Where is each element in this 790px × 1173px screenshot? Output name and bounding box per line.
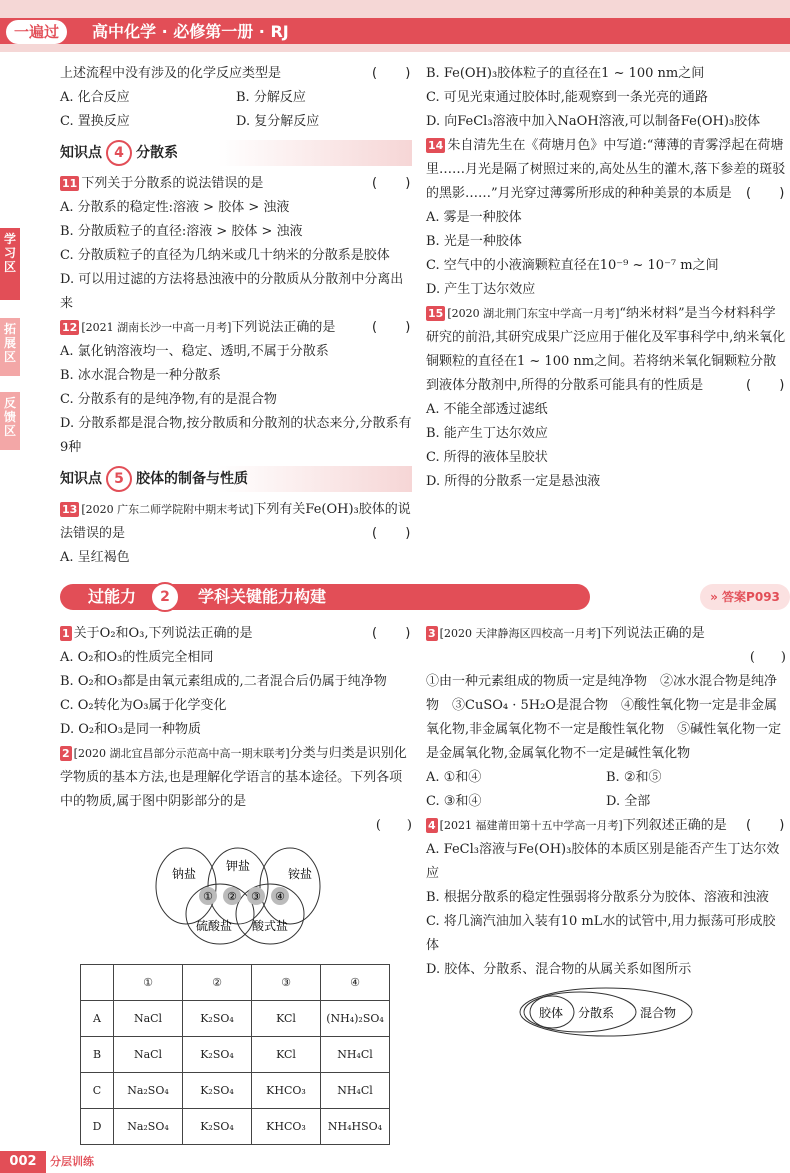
question-13-continued [426, 62, 786, 134]
side-tab-study[interactable]: 学习区 [0, 228, 20, 300]
option: C. 可见光束通过胶体时,能观察到一条光亮的通路 [426, 90, 708, 105]
question-2 [60, 742, 412, 838]
answer-paren: ( ) [744, 378, 786, 393]
table-cell: K₂SO₄ [183, 1109, 252, 1145]
table-cell: Na₂SO₄ [114, 1109, 183, 1145]
question-number: 13 [62, 503, 78, 516]
question-14 [426, 134, 786, 302]
knowledge-point-4 [60, 140, 412, 166]
option: C. 空气中的小液滴颗粒直径在10⁻⁹ ~ 10⁻⁷ m之间 [426, 258, 719, 273]
kp-number: 5 [106, 466, 132, 492]
venn-mark: ② [227, 890, 237, 903]
question-number: 2 [62, 747, 70, 760]
venn-label: 钾盐 [226, 859, 251, 873]
option: A. 分散系的稳定性:溶液 > 胶体 > 浊液 [60, 200, 290, 215]
table-cell: C [81, 1073, 114, 1109]
nest-label: 胶体 [539, 1006, 564, 1020]
question-stem: 下列说法正确的是 [600, 626, 705, 641]
option: D. 分散系都是混合物,按分散质和分散剂的状态来分,分散系有9种 [60, 416, 412, 455]
option: D. 所得的分散系一定是悬浊液 [426, 474, 601, 489]
table-row [81, 1109, 390, 1145]
nesting-diagram [426, 982, 786, 1042]
option: D. 复分解反应 [236, 114, 320, 129]
question-stem: 关于O₂和O₃,下列说法正确的是 [73, 626, 253, 641]
venn-mark: ④ [275, 890, 285, 903]
nest-label: 混合物 [640, 1006, 677, 1020]
venn-circle-sulfate [186, 884, 254, 944]
question-number: 11 [62, 177, 78, 190]
table-cell: ③ [252, 965, 321, 1001]
option: B. 分解反应 [236, 90, 306, 105]
question-stem: 上述流程中没有涉及的化学反应类型是 [60, 66, 282, 81]
right-column [426, 62, 786, 494]
band-subtitle: 学科关键能力构建 [198, 587, 327, 606]
answer-paren: ( ) [749, 650, 786, 665]
question-source: [2020 湖北荆门东宝中学高一月考] [447, 307, 620, 320]
table-cell: ② [183, 965, 252, 1001]
answer-page-label: 答案P093 [722, 590, 780, 604]
kp-label: 知识点 [60, 145, 102, 161]
table-row [81, 1037, 390, 1073]
option: A. 氯化钠溶液均一、稳定、透明,不属于分散系 [60, 344, 329, 359]
answer-table [80, 964, 390, 1145]
table-cell: KHCO₃ [252, 1109, 321, 1145]
question-stem: 朱自清先生在《荷塘月色》中写道:“薄薄的青雾浮起在荷塘里……月光是隔了树照过来的,高处丛生的灌木,落下参差的斑驳的黑影……”月光穿过薄雾所形成的种种美景的本质是 [426, 138, 786, 201]
table-cell: (NH₄)₂SO₄ [321, 1001, 390, 1037]
footer-label: 分层训练 [50, 1155, 94, 1168]
table-cell: KHCO₃ [252, 1073, 321, 1109]
question-1 [60, 622, 412, 742]
option: A. FeCl₃溶液与Fe(OH)₃胶体的本质区别是能否产生丁达尔效应 [426, 842, 780, 881]
option: C. O₂转化为O₃属于化学变化 [60, 698, 227, 713]
option: C. ③和④ [426, 794, 482, 809]
question-number: 15 [428, 307, 444, 320]
table-cell: NH₄Cl [321, 1073, 390, 1109]
question-number: 12 [62, 321, 78, 334]
table-cell: B [81, 1037, 114, 1073]
option: B. 能产生丁达尔效应 [426, 426, 548, 441]
question-0 [60, 62, 412, 134]
option: C. 所得的液体呈胶状 [426, 450, 548, 465]
knowledge-point-5 [60, 466, 412, 492]
table-cell: NaCl [114, 1037, 183, 1073]
venn-label: 铵盐 [288, 867, 313, 881]
side-tab-feedback[interactable]: 反馈区 [0, 392, 20, 450]
option: A. 雾是一种胶体 [426, 210, 522, 225]
book-title: 高中化学 · 必修第一册 · RJ [92, 22, 289, 41]
page-number: 002 [0, 1151, 46, 1173]
option: D. 向FeCl₃溶液中加入NaOH溶液,可以制备Fe(OH)₃胶体 [426, 114, 761, 129]
question-stem: 下列叙述正确的是 [622, 818, 727, 833]
kp-label: 知识点 [60, 471, 102, 487]
option: B. O₂和O₃都是由氧元素组成的,二者混合后仍属于纯净物 [60, 674, 387, 689]
option: A. 化合反应 [60, 90, 130, 105]
question-12 [60, 316, 412, 460]
band-title: 过能力 [88, 587, 137, 606]
table-cell: KCl [252, 1001, 321, 1037]
option: C. 分散系有的是纯净物,有的是混合物 [60, 392, 277, 407]
answer-paren: ( ) [370, 66, 412, 81]
band-number: 2 [150, 582, 180, 612]
answer-paren: ( ) [375, 818, 412, 833]
venn-diagram [60, 838, 412, 960]
side-tab-extend[interactable]: 拓展区 [0, 318, 20, 376]
table-row [81, 965, 390, 1001]
table-cell: NaCl [114, 1001, 183, 1037]
question-source: [2020 天津静海区四校高一月考] [439, 627, 601, 640]
lower-left-column [60, 622, 412, 1145]
table-cell [81, 965, 114, 1001]
option: A. O₂和O₃的性质完全相同 [60, 650, 214, 665]
option: A. ①和④ [426, 770, 482, 785]
table-cell: K₂SO₄ [183, 1037, 252, 1073]
question-stem: 下列关于分散系的说法错误的是 [81, 176, 264, 191]
question-body: ①由一种元素组成的物质一定是纯净物 ②冰水混合物是纯净物 ③CuSO₄ · 5H₂O是混合物 ④酸性氧化物一定是非金属氧化物,非金属氧化物不一定是酸性氧化物 ⑤碱性氧化物一定是金属氧化物,金属氧化物不一定是碱性氧化物 [426, 674, 782, 761]
question-stem: 下列说法正确的是 [231, 320, 336, 335]
table-cell: NH₄Cl [321, 1037, 390, 1073]
option: C. 将几滴汽油加入装有10 mL水的试管中,用力振荡可形成胶体 [426, 914, 776, 953]
question-source: [2020 广东二师学院附中期末考试] [81, 503, 254, 516]
question-stem: “纳米材料”是当今材料科学研究的前沿,其研究成果广泛应用于催化及军事科学中,纳米氧化铜颗粒的直径在1 ~ 100 nm之间。若将纳米氧化铜颗粒分散到液体分散剂中,所得的分散系可能具有的性质是 [426, 306, 786, 393]
lower-right-column [426, 622, 786, 1042]
option: B. 冰水混合物是一种分散系 [60, 368, 221, 383]
answer-paren: ( ) [744, 186, 786, 201]
option: D. 全部 [606, 794, 651, 809]
table-row [81, 1073, 390, 1109]
venn-label: 钠盐 [172, 867, 197, 881]
table-cell: ④ [321, 965, 390, 1001]
table-cell: K₂SO₄ [183, 1073, 252, 1109]
brand-logo: 一遍过 [6, 20, 67, 44]
table-cell: D [81, 1109, 114, 1145]
question-source: [2021 福建莆田第十五中学高一月考] [439, 819, 623, 832]
table-cell: K₂SO₄ [183, 1001, 252, 1037]
option: C. 置换反应 [60, 114, 130, 129]
option: D. 胶体、分散系、混合物的从属关系如图所示 [426, 962, 692, 977]
venn-mark: ③ [251, 890, 261, 903]
table-cell: Na₂SO₄ [114, 1073, 183, 1109]
option: B. 光是一种胶体 [426, 234, 522, 249]
question-number: 14 [428, 139, 444, 152]
venn-mark: ① [203, 890, 213, 903]
answer-paren: ( ) [370, 320, 412, 335]
question-number: 3 [428, 627, 436, 640]
page-header [0, 0, 790, 52]
venn-circle-ammonium [260, 848, 320, 924]
option: D. O₂和O₃是同一种物质 [60, 722, 201, 737]
question-3 [426, 622, 786, 814]
question-number: 1 [62, 627, 70, 640]
answer-paren: ( ) [370, 526, 412, 541]
question-stem: 分类与归类是识别化学物质的基本方法,也是理解化学语言的基本途径。下列各项中的物质,属于图中阴影部分的是 [60, 746, 407, 809]
question-15 [426, 302, 786, 494]
kp-number: 4 [106, 140, 132, 166]
venn-label: 酸式盐 [252, 919, 289, 933]
question-11 [60, 172, 412, 316]
kp-title: 胶体的制备与性质 [136, 471, 248, 487]
option: A. 不能全部透过滤纸 [426, 402, 548, 417]
question-number: 4 [428, 819, 436, 832]
table-cell: A [81, 1001, 114, 1037]
option: B. Fe(OH)₃胶体粒子的直径在1 ~ 100 nm之间 [426, 66, 705, 81]
chevron-down-icon: » [710, 590, 718, 604]
venn-label: 硫酸盐 [196, 919, 233, 933]
table-cell: ① [114, 965, 183, 1001]
answer-paren: ( ) [370, 176, 412, 191]
option: A. 呈红褐色 [60, 550, 130, 565]
option: D. 可以用过滤的方法将悬浊液中的分散质从分散剂中分离出来 [60, 272, 404, 311]
answer-paren: ( ) [370, 626, 412, 641]
question-stem: 下列有关Fe(OH)₃胶体的说法错误的是 [60, 502, 411, 541]
option: B. 根据分散系的稳定性强弱将分散系分为胶体、溶液和浊液 [426, 890, 769, 905]
kp-title: 分散系 [136, 145, 178, 161]
answer-paren: ( ) [744, 818, 786, 833]
section-band [60, 582, 790, 612]
option: B. ②和⑤ [606, 770, 662, 785]
option: D. 产生丁达尔效应 [426, 282, 536, 297]
table-cell: NH₄HSO₄ [321, 1109, 390, 1145]
page-footer [0, 1151, 120, 1173]
table-row [81, 1001, 390, 1037]
answer-page-link[interactable] [700, 584, 790, 610]
question-4 [426, 814, 786, 982]
question-source: [2020 湖北宜昌部分示范高中高一期末联考] [73, 747, 290, 760]
option: B. 分散质粒子的直径:溶液 > 胶体 > 浊液 [60, 224, 303, 239]
nest-label: 分散系 [578, 1006, 615, 1020]
table-cell: KCl [252, 1037, 321, 1073]
left-column [60, 62, 412, 570]
question-source: [2021 湖南长沙一中高一月考] [81, 321, 232, 334]
question-13 [60, 498, 412, 570]
option: C. 分散质粒子的直径为几纳米或几十纳米的分散系是胶体 [60, 248, 390, 263]
